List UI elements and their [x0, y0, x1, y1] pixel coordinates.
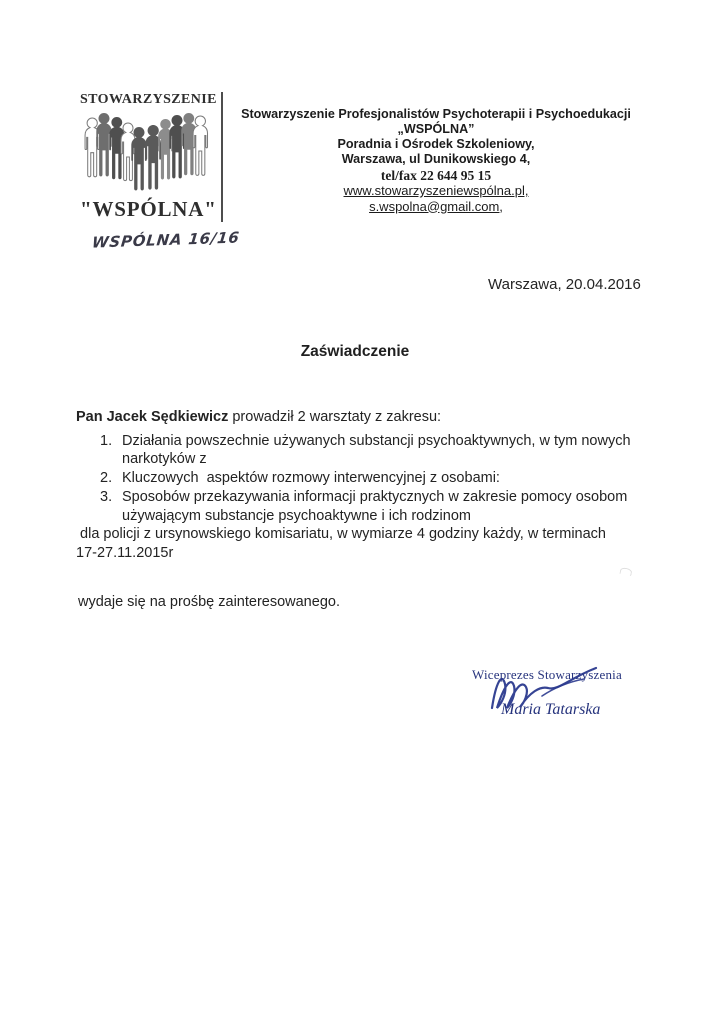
- list-item-line: Kluczowych aspektów rozmowy interwencyjnej z osobami:: [122, 470, 500, 487]
- handwritten-reference: WSPÓLNA 16/16: [91, 228, 241, 252]
- org-website: www.stowarzyszeniewspólna.pl,: [343, 183, 529, 198]
- org-short-name: „WSPÓLNA”: [397, 122, 475, 136]
- org-logo: [80, 92, 216, 222]
- letterhead-address-block: [226, 107, 646, 214]
- logo-org-type: STOWARZYSZENIE: [80, 92, 217, 107]
- signer-role: Wiceprezes Stowarzyszenia: [472, 667, 622, 682]
- signer-name: Maria Tatarska: [501, 701, 601, 718]
- person-name: Pan Jacek Sędkiewicz: [76, 409, 229, 425]
- place-and-date: Warszawa, 20.04.2016: [488, 276, 641, 293]
- org-phone: tel/fax 22 644 95 15: [380, 168, 492, 183]
- scan-artifact-mark: [619, 567, 632, 576]
- intro-line: [76, 408, 661, 427]
- letterhead-divider: [221, 92, 223, 222]
- certificate-body: [76, 408, 661, 563]
- workshop-list: [76, 432, 661, 526]
- continuation-line: 17-27.11.2015r: [76, 544, 174, 561]
- intro-rest: prowadził 2 warsztaty z zakresu:: [228, 409, 442, 425]
- list-item-line: używającym substancje psychoaktywne i ich rodzinom: [122, 507, 471, 524]
- continuation-line: dla policji z ursynowskiego komisariatu, w wymiarze 4 godziny każdy, w terminach: [76, 526, 606, 543]
- org-unit: Poradnia i Ośrodek Szkoleniowy,: [337, 137, 535, 151]
- org-address: Warszawa, ul Dunikowskiego 4,: [341, 152, 531, 166]
- list-item: [76, 488, 661, 525]
- list-item-number: 2.: [100, 470, 113, 487]
- org-full-name: Stowarzyszenie Profesjonalistów Psychoterapii i Psychoedukacji: [241, 107, 631, 121]
- logo-org-name: "WSPÓLNA": [80, 197, 217, 221]
- list-item-number: 1.: [100, 432, 113, 449]
- list-item-line: Działania powszechnie używanych substancji psychoaktywnych, w tym nowych: [122, 432, 631, 449]
- document-title: Zaświadczenie: [300, 343, 410, 360]
- list-item: [76, 469, 661, 488]
- list-item-line: narkotyków z: [122, 451, 207, 468]
- list-item: [76, 432, 661, 469]
- closing-statement: wydaje się na prośbę zainteresowanego.: [78, 594, 340, 610]
- org-email: s.wspolna@gmail.com,: [369, 198, 503, 214]
- continuation-paragraph: [76, 525, 661, 562]
- people-group-silhouette-icon: [82, 111, 214, 195]
- list-item-number: 3.: [100, 488, 113, 505]
- list-item-line: Sposobów przekazywania informacji praktycznych w zakresie pomocy osobom: [122, 488, 628, 505]
